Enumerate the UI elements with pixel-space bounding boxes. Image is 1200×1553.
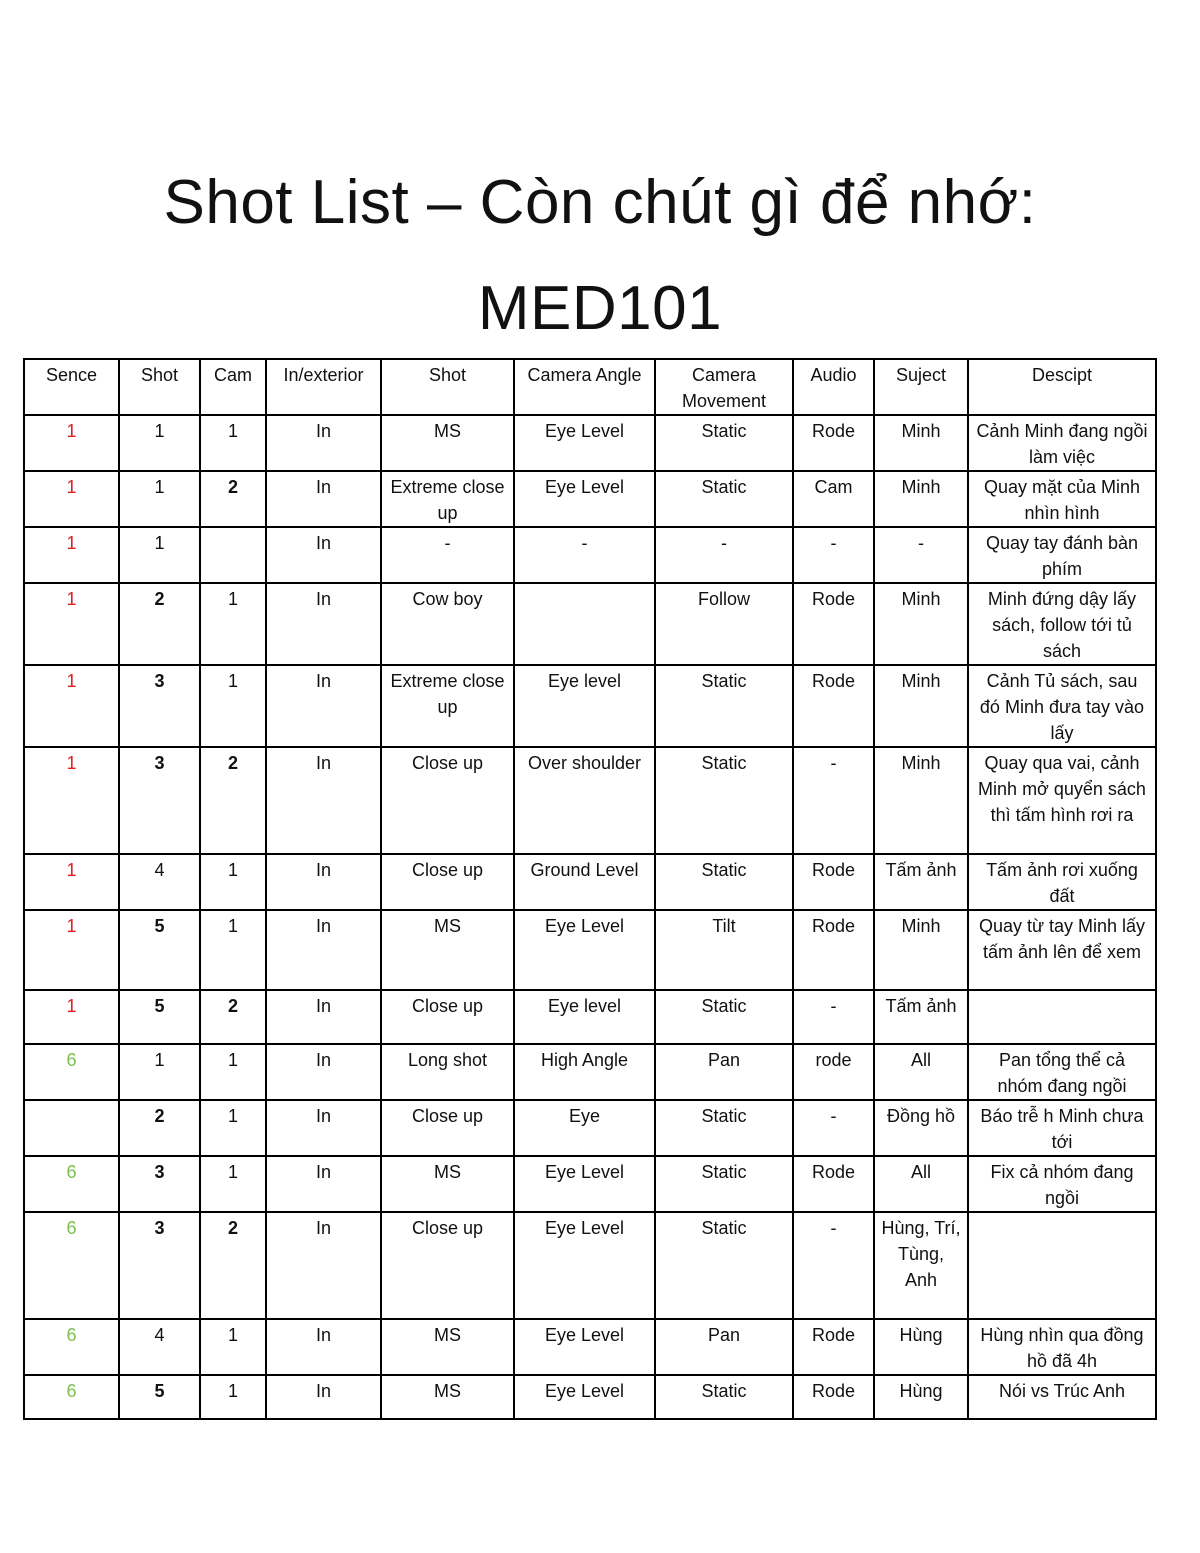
col-header-shot-type: Shot: [381, 359, 514, 415]
subject-cell: Minh: [874, 910, 968, 990]
in-exterior-cell: In: [266, 665, 381, 747]
cam-cell: 1: [200, 1156, 266, 1212]
audio-cell: Cam: [793, 471, 874, 527]
camera-angle-cell: Eye Level: [514, 910, 655, 990]
cam-cell: 2: [200, 990, 266, 1044]
shot-type-cell: MS: [381, 1375, 514, 1419]
camera-movement-cell: Static: [655, 471, 793, 527]
subject-cell: Minh: [874, 415, 968, 471]
subject-cell: Hùng, Trí, Tùng, Anh: [874, 1212, 968, 1319]
table-row: [24, 747, 1156, 854]
shot-number-cell: 2: [119, 583, 200, 665]
scene-cell: 1: [24, 527, 119, 583]
camera-movement-cell: Static: [655, 747, 793, 854]
audio-cell: Rode: [793, 665, 874, 747]
audio-cell: rode: [793, 1044, 874, 1100]
shot-type-cell: MS: [381, 1156, 514, 1212]
col-header-description: Descipt: [968, 359, 1156, 415]
shot-number-cell: 5: [119, 1375, 200, 1419]
col-header-subject: Suject: [874, 359, 968, 415]
in-exterior-cell: In: [266, 583, 381, 665]
audio-cell: -: [793, 990, 874, 1044]
camera-movement-cell: Static: [655, 990, 793, 1044]
description-cell: Pan tổng thể cả nhóm đang ngồi: [968, 1044, 1156, 1100]
camera-angle-cell: [514, 583, 655, 665]
shot-type-cell: MS: [381, 910, 514, 990]
description-cell: Cảnh Minh đang ngồi làm việc: [968, 415, 1156, 471]
shot-type-cell: MS: [381, 1319, 514, 1375]
in-exterior-cell: In: [266, 747, 381, 854]
table-row: [24, 415, 1156, 471]
subject-cell: Minh: [874, 747, 968, 854]
camera-angle-cell: Eye level: [514, 665, 655, 747]
in-exterior-cell: In: [266, 1044, 381, 1100]
in-exterior-cell: In: [266, 527, 381, 583]
shot-type-cell: Extreme close up: [381, 665, 514, 747]
audio-cell: Rode: [793, 1375, 874, 1419]
subject-cell: All: [874, 1044, 968, 1100]
audio-cell: Rode: [793, 583, 874, 665]
camera-movement-cell: Static: [655, 1156, 793, 1212]
camera-angle-cell: High Angle: [514, 1044, 655, 1100]
shot-number-cell: 2: [119, 1100, 200, 1156]
table-row: [24, 1212, 1156, 1319]
cam-cell: 1: [200, 1100, 266, 1156]
cam-cell: 1: [200, 1319, 266, 1375]
col-header-in-exterior: In/exterior: [266, 359, 381, 415]
camera-movement-cell: Tilt: [655, 910, 793, 990]
scene-cell: 1: [24, 471, 119, 527]
shot-number-cell: 5: [119, 990, 200, 1044]
camera-movement-cell: Pan: [655, 1044, 793, 1100]
subject-cell: Đồng hồ: [874, 1100, 968, 1156]
camera-movement-cell: -: [655, 527, 793, 583]
table-row: [24, 471, 1156, 527]
cam-cell: 1: [200, 854, 266, 910]
audio-cell: Rode: [793, 415, 874, 471]
description-cell: Quay qua vai, cảnh Minh mở quyển sách thì tấm hình rơi ra: [968, 747, 1156, 854]
col-header-camera-angle: Camera Angle: [514, 359, 655, 415]
shot-type-cell: MS: [381, 415, 514, 471]
table-row: [24, 583, 1156, 665]
camera-angle-cell: Ground Level: [514, 854, 655, 910]
camera-angle-cell: -: [514, 527, 655, 583]
shot-type-cell: Close up: [381, 990, 514, 1044]
camera-movement-cell: Static: [655, 854, 793, 910]
table-row: [24, 665, 1156, 747]
audio-cell: Rode: [793, 1319, 874, 1375]
in-exterior-cell: In: [266, 1375, 381, 1419]
cam-cell: 1: [200, 1375, 266, 1419]
scene-cell: 6: [24, 1156, 119, 1212]
cam-cell: 1: [200, 665, 266, 747]
subject-cell: Minh: [874, 471, 968, 527]
col-header-audio: Audio: [793, 359, 874, 415]
page-title: [0, 150, 1200, 362]
subject-cell: Minh: [874, 583, 968, 665]
camera-movement-cell: Static: [655, 1100, 793, 1156]
title-line-1: Shot List – Còn chút gì để nhớ:: [163, 168, 1037, 237]
scene-cell: 1: [24, 583, 119, 665]
audio-cell: -: [793, 1212, 874, 1319]
subject-cell: Hùng: [874, 1319, 968, 1375]
scene-cell: 1: [24, 910, 119, 990]
in-exterior-cell: In: [266, 854, 381, 910]
subject-cell: Tấm ảnh: [874, 990, 968, 1044]
shot-number-cell: 3: [119, 665, 200, 747]
in-exterior-cell: In: [266, 910, 381, 990]
shot-type-cell: Close up: [381, 854, 514, 910]
scene-cell: 6: [24, 1319, 119, 1375]
audio-cell: Rode: [793, 1156, 874, 1212]
camera-angle-cell: Eye Level: [514, 1319, 655, 1375]
scene-cell: [24, 1100, 119, 1156]
cam-cell: 1: [200, 1044, 266, 1100]
subject-cell: Tấm ảnh: [874, 854, 968, 910]
camera-angle-cell: Eye level: [514, 990, 655, 1044]
scene-cell: 1: [24, 990, 119, 1044]
shot-number-cell: 4: [119, 854, 200, 910]
in-exterior-cell: In: [266, 1156, 381, 1212]
table-row: [24, 990, 1156, 1044]
shot-type-cell: Close up: [381, 1100, 514, 1156]
scene-cell: 6: [24, 1044, 119, 1100]
description-cell: [968, 1212, 1156, 1319]
camera-angle-cell: Eye: [514, 1100, 655, 1156]
cam-cell: 2: [200, 1212, 266, 1319]
shot-number-cell: 1: [119, 415, 200, 471]
camera-movement-cell: Static: [655, 1212, 793, 1319]
in-exterior-cell: In: [266, 1212, 381, 1319]
shot-type-cell: Cow boy: [381, 583, 514, 665]
description-cell: Hùng nhìn qua đồng hồ đã 4h: [968, 1319, 1156, 1375]
subject-cell: Minh: [874, 665, 968, 747]
audio-cell: -: [793, 747, 874, 854]
shot-list-table: [23, 358, 1157, 1420]
description-cell: Quay tay đánh bàn phím: [968, 527, 1156, 583]
shot-number-cell: 5: [119, 910, 200, 990]
table-row: [24, 1044, 1156, 1100]
col-header-camera-movement: Camera Movement: [655, 359, 793, 415]
cam-cell: 2: [200, 471, 266, 527]
camera-angle-cell: Eye Level: [514, 415, 655, 471]
cam-cell: 1: [200, 415, 266, 471]
description-cell: Quay mặt của Minh nhìn hình: [968, 471, 1156, 527]
description-cell: Minh đứng dậy lấy sách, follow tới tủ sách: [968, 583, 1156, 665]
shot-number-cell: 4: [119, 1319, 200, 1375]
description-cell: Tấm ảnh rơi xuống đất: [968, 854, 1156, 910]
table-row: [24, 1156, 1156, 1212]
camera-movement-cell: Static: [655, 665, 793, 747]
shot-type-cell: Long shot: [381, 1044, 514, 1100]
audio-cell: Rode: [793, 910, 874, 990]
table-row: [24, 1375, 1156, 1419]
in-exterior-cell: In: [266, 1100, 381, 1156]
scene-cell: 1: [24, 415, 119, 471]
cam-cell: 1: [200, 910, 266, 990]
shot-number-cell: 3: [119, 1156, 200, 1212]
shot-number-cell: 3: [119, 747, 200, 854]
in-exterior-cell: In: [266, 415, 381, 471]
camera-angle-cell: Eye Level: [514, 1212, 655, 1319]
in-exterior-cell: In: [266, 1319, 381, 1375]
audio-cell: Rode: [793, 854, 874, 910]
table-row: [24, 910, 1156, 990]
subject-cell: Hùng: [874, 1375, 968, 1419]
camera-angle-cell: Eye Level: [514, 1375, 655, 1419]
shot-number-cell: 1: [119, 471, 200, 527]
scene-cell: 6: [24, 1375, 119, 1419]
audio-cell: -: [793, 1100, 874, 1156]
col-header-shot-number: Shot: [119, 359, 200, 415]
shot-rows: [24, 415, 1156, 1419]
header-row: [24, 359, 1156, 415]
scene-cell: 1: [24, 854, 119, 910]
description-cell: Quay từ tay Minh lấy tấm ảnh lên để xem: [968, 910, 1156, 990]
camera-movement-cell: Static: [655, 415, 793, 471]
scene-cell: 6: [24, 1212, 119, 1319]
camera-angle-cell: Eye Level: [514, 1156, 655, 1212]
subject-cell: All: [874, 1156, 968, 1212]
camera-angle-cell: Eye Level: [514, 471, 655, 527]
title-line-2: MED101: [477, 274, 723, 343]
camera-movement-cell: Pan: [655, 1319, 793, 1375]
in-exterior-cell: In: [266, 471, 381, 527]
shot-number-cell: 3: [119, 1212, 200, 1319]
description-cell: Fix cả nhóm đang ngồi: [968, 1156, 1156, 1212]
table-row: [24, 1100, 1156, 1156]
subject-cell: -: [874, 527, 968, 583]
description-cell: Nói vs Trúc Anh: [968, 1375, 1156, 1419]
shot-type-cell: Close up: [381, 1212, 514, 1319]
cam-cell: [200, 527, 266, 583]
description-cell: Báo trễ h Minh chưa tới: [968, 1100, 1156, 1156]
col-header-scene: Sence: [24, 359, 119, 415]
in-exterior-cell: In: [266, 990, 381, 1044]
camera-movement-cell: Follow: [655, 583, 793, 665]
camera-angle-cell: Over shoulder: [514, 747, 655, 854]
description-cell: Cảnh Tủ sách, sau đó Minh đưa tay vào lấy: [968, 665, 1156, 747]
scene-cell: 1: [24, 747, 119, 854]
shot-type-cell: Close up: [381, 747, 514, 854]
shot-type-cell: Extreme close up: [381, 471, 514, 527]
table-row: [24, 854, 1156, 910]
table-row: [24, 1319, 1156, 1375]
table-row: [24, 527, 1156, 583]
audio-cell: -: [793, 527, 874, 583]
camera-movement-cell: Static: [655, 1375, 793, 1419]
shot-number-cell: 1: [119, 1044, 200, 1100]
cam-cell: 2: [200, 747, 266, 854]
shot-type-cell: -: [381, 527, 514, 583]
shot-number-cell: 1: [119, 527, 200, 583]
scene-cell: 1: [24, 665, 119, 747]
cam-cell: 1: [200, 583, 266, 665]
description-cell: [968, 990, 1156, 1044]
col-header-cam: Cam: [200, 359, 266, 415]
